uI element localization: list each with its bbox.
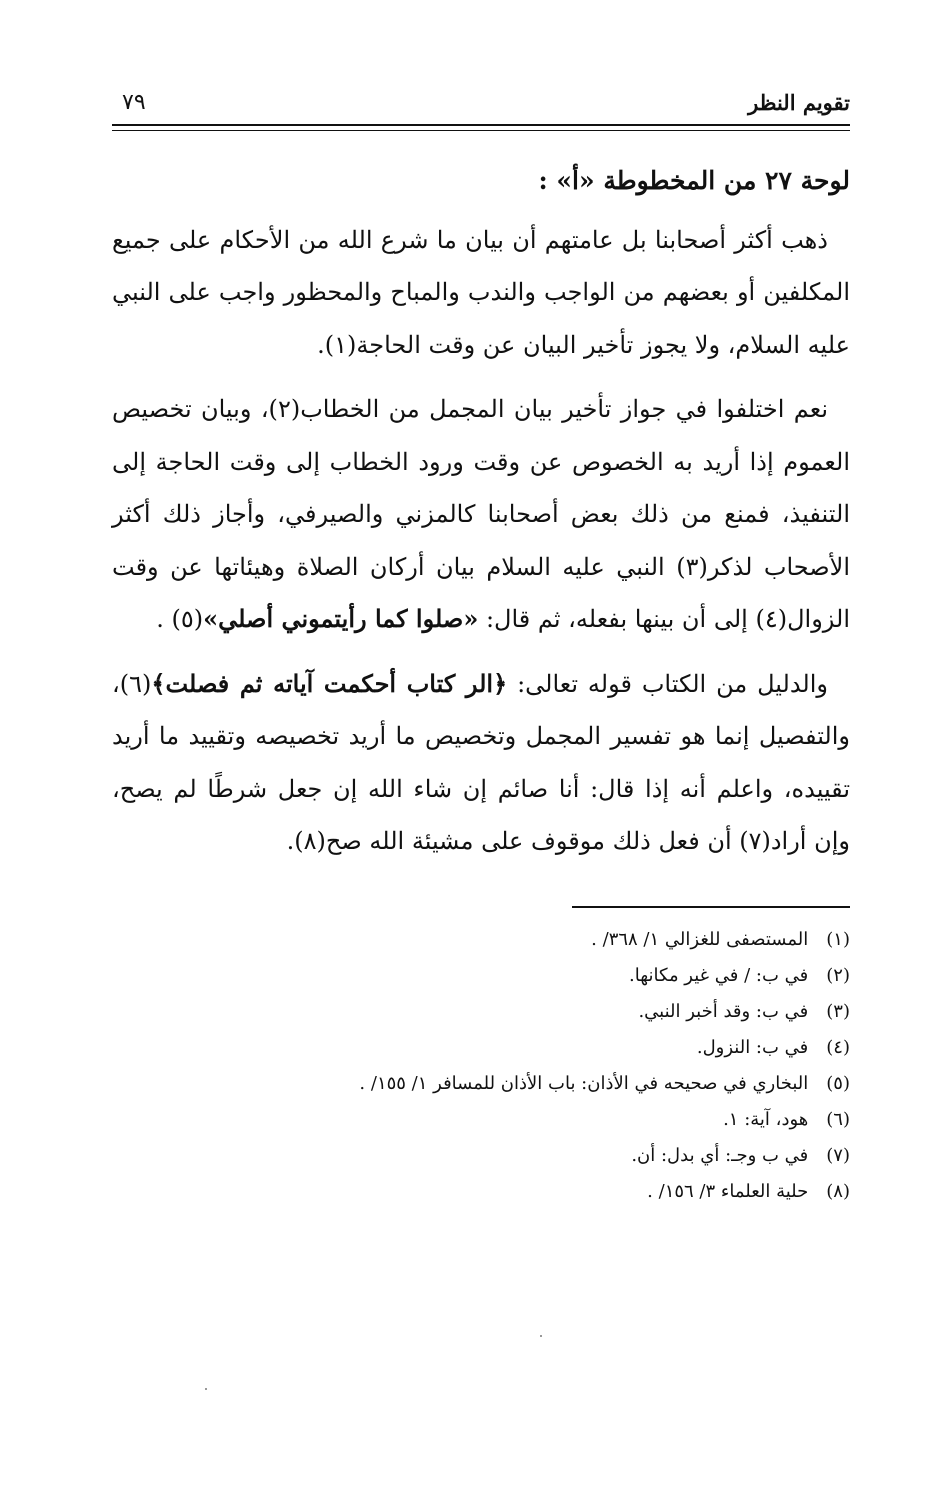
footnote-number: (٣): [826, 1001, 850, 1022]
paragraph-3: [112, 658, 850, 868]
footnote-number: (٢): [826, 965, 850, 986]
footnote-text: المستصفى للغزالي ١/ ٣٦٨/ .: [591, 929, 809, 950]
paragraph-1: [112, 214, 850, 372]
footnote-number: (٤): [826, 1037, 850, 1058]
paragraph-3-end: (٦)، والتفصيل إنما هو تفسير المجمل وتخصيص ما أريد تخصيصه وتقييد ما أريد تقييده، واعلم أنه إذا قال: أنا صائم إن شاء الله إن جعل شرطًا لم يصح، وإن أراد(٧) أن فعل ذلك موقوف على مشيئة الله صح(٨).: [112, 669, 851, 855]
header-rule-thick: [112, 124, 850, 126]
footnote-number: (٨): [826, 1181, 850, 1202]
paragraph-1-text: ذهب أكثر أصحابنا بل عامتهم أن بيان ما شرع الله من الأحكام على جميع المكلفين أو بعضهم من الواجب والندب والمباح والمحظور واجب على النبي عليه السلام، ولا يجوز تأخير البيان عن وقت الحاجة(١).: [112, 225, 850, 359]
footnote: [210, 922, 850, 958]
footnote: [210, 1102, 850, 1138]
footnote-text: في ب: النزول.: [696, 1037, 809, 1058]
footnote-text: في ب: / في غير مكانها.: [629, 965, 809, 986]
footnote-number: (٧): [826, 1145, 850, 1166]
footnote-rule: [572, 906, 850, 908]
hadith-quote: «صلوا كما رأيتموني أصلي»: [203, 604, 479, 633]
paragraph-3-text: والدليل من الكتاب قوله تعالى:: [517, 669, 828, 698]
header-rule-thin: [112, 130, 850, 131]
footnote-number: (٦): [826, 1109, 850, 1130]
scan-speck: [540, 1335, 542, 1337]
footnote-number: (١): [826, 929, 850, 950]
footnote-list: [210, 922, 850, 1210]
footnote: [210, 1030, 850, 1066]
footnote: [210, 1174, 850, 1210]
page-number: ٧٩: [122, 90, 146, 115]
footnote-text: البخاري في صحيحه في الأذان: باب الأذان للمسافر ١/ ١٥٥/ .: [359, 1073, 809, 1094]
footnote-text: في ب وجـ: أي بدل: أن.: [631, 1145, 809, 1166]
footnote-text: في ب: وقد أخبر النبي.: [638, 1001, 809, 1022]
section-heading: لوحة ٢٧ من المخطوطة «أ» :: [538, 166, 850, 195]
scan-speck: [205, 1388, 207, 1390]
footnote-number: (٥): [826, 1073, 850, 1094]
footnote-text: هود، آية: ١.: [723, 1109, 809, 1130]
footnote: [210, 1138, 850, 1174]
running-title: تقويم النظر: [748, 90, 850, 115]
footnote-text: حلية العلماء ٣/ ١٥٦/ .: [647, 1181, 809, 1202]
paragraph-2-end: (٥) .: [156, 605, 204, 633]
footnote: [210, 958, 850, 994]
footnote: [210, 1066, 850, 1102]
footnote: [210, 994, 850, 1030]
quran-verse: ﴿الر كتاب أحكمت آياته ثم فصلت﴾: [151, 668, 508, 698]
paragraph-2-text: نعم اختلفوا في جواز تأخير بيان المجمل من الخطاب(٢)، وبيان تخصيص العموم إذا أريد به الخصوص عن وقت ورود الخطاب إلى وقت الحاجة إلى التنفيذ، فمنع من ذلك بعض أصحابنا كالمزني والصيرفي، وأجاز ذلك أكثر الأصحاب لذكر(٣) النبي عليه السلام بيان أركان الصلاة وهيئاتها عن وقت الزوال(٤) إلى أن بينها بفعله، ثم قال:: [112, 395, 851, 633]
main-text: [112, 155, 850, 868]
paragraph-2: [112, 383, 850, 646]
page-header: [112, 88, 850, 124]
